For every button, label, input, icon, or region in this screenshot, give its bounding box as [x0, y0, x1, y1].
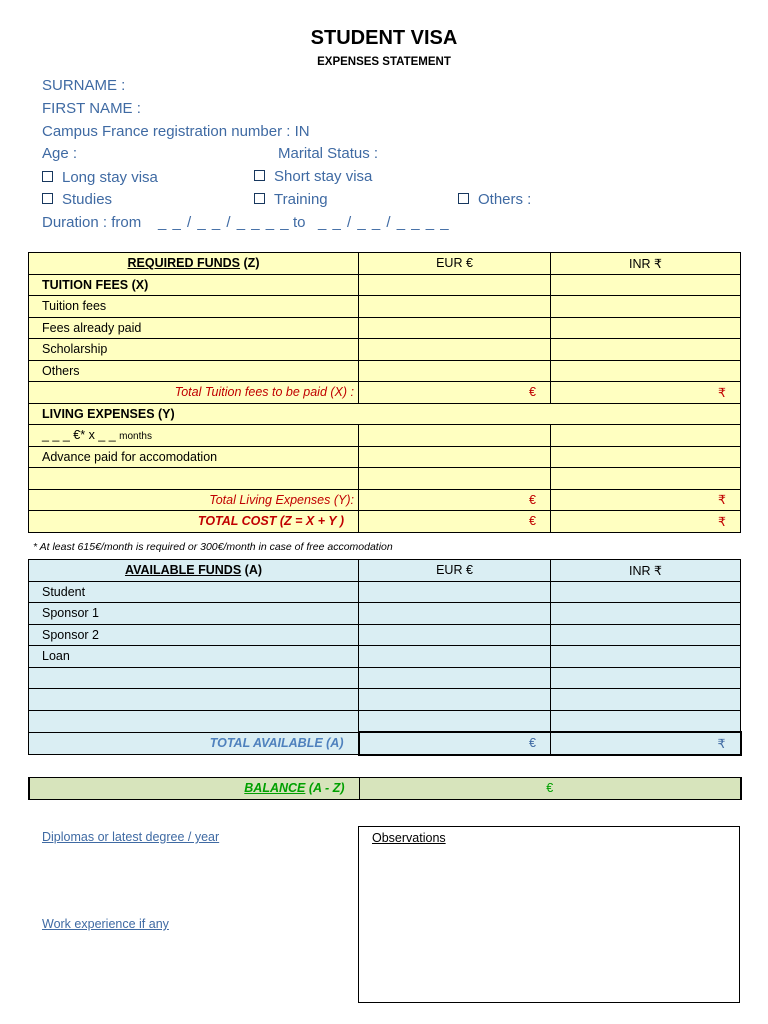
page-subtitle: EXPENSES STATEMENT [317, 56, 451, 68]
header-suffix: (Z) [243, 256, 260, 271]
checkbox-icon[interactable] [42, 171, 53, 182]
row-label: Others [29, 360, 359, 382]
studies-checkbox[interactable] [42, 191, 112, 208]
inr-cell[interactable] [551, 710, 741, 732]
row-label: Sponsor 2 [29, 624, 359, 646]
eur-cell[interactable] [359, 468, 551, 490]
header-suffix: (A) [244, 563, 263, 578]
living-expenses-header: LIVING EXPENSES (Y) [29, 403, 741, 425]
available-funds-header [29, 560, 359, 582]
inr-cell[interactable] [551, 689, 741, 711]
eur-cell[interactable] [359, 689, 551, 711]
table-row [29, 403, 741, 425]
training-checkbox[interactable] [254, 191, 328, 208]
inr-cell[interactable] [551, 667, 741, 689]
work-experience-label: Work experience if any [42, 917, 169, 931]
euro-symbol[interactable]: € [359, 511, 551, 533]
eur-cell[interactable] [359, 667, 551, 689]
empty-cell[interactable] [29, 689, 359, 711]
balance-table [28, 777, 742, 800]
inr-cell[interactable] [551, 446, 741, 468]
rupee-symbol[interactable]: ₹ [551, 732, 741, 755]
row-label: Scholarship [29, 339, 359, 361]
inr-cell[interactable] [551, 646, 741, 668]
inr-cell[interactable] [551, 603, 741, 625]
table-row [29, 489, 741, 511]
campus-france-field[interactable]: Campus France registration number : IN [42, 123, 310, 140]
duration-to-field[interactable]: _ _ / _ _ / _ _ _ _ [318, 214, 450, 231]
row-label: Sponsor 1 [29, 603, 359, 625]
total-living-label: Total Living Expenses (Y): [29, 489, 359, 511]
inr-cell[interactable] [551, 360, 741, 382]
eur-cell[interactable] [359, 581, 551, 603]
footnote: * At least 615€/month is required or 300€/month in case of free accomodation [33, 541, 393, 553]
table-row [29, 446, 741, 468]
others-checkbox[interactable] [458, 191, 531, 208]
balance-suffix: (A - Z) [308, 781, 345, 796]
table-row [29, 468, 741, 490]
rupee-symbol[interactable]: ₹ [551, 511, 741, 533]
table-row [29, 274, 741, 296]
living-months-row[interactable] [29, 425, 359, 447]
euro-symbol[interactable]: € [359, 489, 551, 511]
total-cost-label: TOTAL COST (Z = X + Y ) [29, 511, 359, 533]
checkbox-icon[interactable] [42, 193, 53, 204]
age-field[interactable]: Age : [42, 145, 78, 162]
euro-symbol[interactable]: € [359, 732, 551, 755]
eur-cell[interactable] [359, 339, 551, 361]
header-label: AVAILABLE FUNDS [124, 563, 242, 578]
long-stay-label: Long stay visa [62, 169, 158, 186]
duration-from-field[interactable]: _ _ / _ _ / _ _ _ _ [158, 214, 290, 231]
diplomas-label: Diplomas or latest degree / year [42, 830, 220, 844]
others-label: Others : [478, 191, 532, 208]
table-row [29, 339, 741, 361]
eur-cell[interactable] [359, 360, 551, 382]
duration-from-label: Duration : from [42, 214, 142, 231]
rupee-symbol[interactable]: ₹ [551, 382, 741, 404]
table-row [29, 646, 741, 668]
empty-cell[interactable] [29, 710, 359, 732]
table-row [29, 560, 741, 582]
row-label: Advance paid for accomodation [29, 446, 359, 468]
balance-label: BALANCE [244, 781, 306, 796]
inr-cell[interactable] [551, 624, 741, 646]
eur-cell[interactable] [359, 624, 551, 646]
table-row [29, 624, 741, 646]
empty-cell[interactable] [29, 667, 359, 689]
rupee-symbol[interactable]: ₹ [551, 489, 741, 511]
table-row [29, 360, 741, 382]
table-row [29, 732, 741, 755]
table-row [29, 317, 741, 339]
surname-field[interactable]: SURNAME : [42, 77, 126, 94]
checkbox-icon[interactable] [458, 193, 469, 204]
observations-label: Observations [372, 831, 446, 845]
balance-label-cell [29, 778, 359, 800]
table-row [29, 382, 741, 404]
inr-cell[interactable] [551, 317, 741, 339]
euro-symbol[interactable]: € [359, 382, 551, 404]
table-row [29, 778, 741, 800]
eur-cell[interactable] [359, 646, 551, 668]
page-title: STUDENT VISA [310, 27, 458, 49]
table-row [29, 425, 741, 447]
inr-cell[interactable] [551, 425, 741, 447]
inr-column-header: INR ₹ [551, 560, 741, 582]
header-label: REQUIRED FUNDS [127, 256, 241, 271]
studies-label: Studies [62, 191, 113, 208]
required-funds-table [28, 252, 741, 533]
eur-cell[interactable] [359, 710, 551, 732]
checkbox-icon[interactable] [254, 170, 265, 181]
row-label: Fees already paid [29, 317, 359, 339]
inr-cell[interactable] [551, 339, 741, 361]
balance-euro-symbol[interactable]: € [359, 778, 741, 800]
long-stay-checkbox[interactable] [42, 169, 158, 186]
first-name-field[interactable]: FIRST NAME : [42, 100, 141, 117]
table-row [29, 253, 741, 275]
total-available-label: TOTAL AVAILABLE (A) [29, 732, 359, 755]
row-label: Student [29, 581, 359, 603]
months-label: months [119, 431, 152, 443]
eur-cell[interactable] [359, 317, 551, 339]
eur-cell[interactable] [359, 446, 551, 468]
table-row [29, 667, 741, 689]
eur-cell[interactable] [359, 274, 551, 296]
table-row [29, 689, 741, 711]
eur-column-header: EUR € [359, 560, 551, 582]
eur-cell[interactable] [359, 296, 551, 318]
eur-cell[interactable] [359, 425, 551, 447]
observations-box[interactable] [358, 826, 740, 1003]
eur-column-header: EUR € [359, 253, 551, 275]
table-row [29, 581, 741, 603]
inr-cell[interactable] [551, 274, 741, 296]
short-stay-label: Short stay visa [274, 168, 373, 185]
training-label: Training [274, 191, 328, 208]
table-row [29, 603, 741, 625]
eur-cell[interactable] [359, 603, 551, 625]
tuition-fees-header: TUITION FEES (X) [29, 274, 359, 296]
available-funds-table [28, 559, 742, 756]
duration-to-label: to [293, 214, 306, 231]
table-row [29, 296, 741, 318]
checkbox-icon[interactable] [254, 193, 265, 204]
required-funds-header [29, 253, 359, 275]
inr-column-header: INR ₹ [551, 253, 741, 275]
inr-cell[interactable] [551, 296, 741, 318]
living-blanks[interactable]: _ _ _ €* x _ _ [42, 428, 116, 443]
inr-cell[interactable] [551, 581, 741, 603]
table-row [29, 511, 741, 533]
table-row [29, 710, 741, 732]
row-label: Tuition fees [29, 296, 359, 318]
empty-cell[interactable] [29, 468, 359, 490]
row-label: Loan [29, 646, 359, 668]
inr-cell[interactable] [551, 468, 741, 490]
total-tuition-label: Total Tuition fees to be paid (X) : [29, 382, 359, 404]
short-stay-checkbox[interactable] [254, 168, 372, 185]
marital-status-field[interactable]: Marital Status : [278, 145, 379, 162]
